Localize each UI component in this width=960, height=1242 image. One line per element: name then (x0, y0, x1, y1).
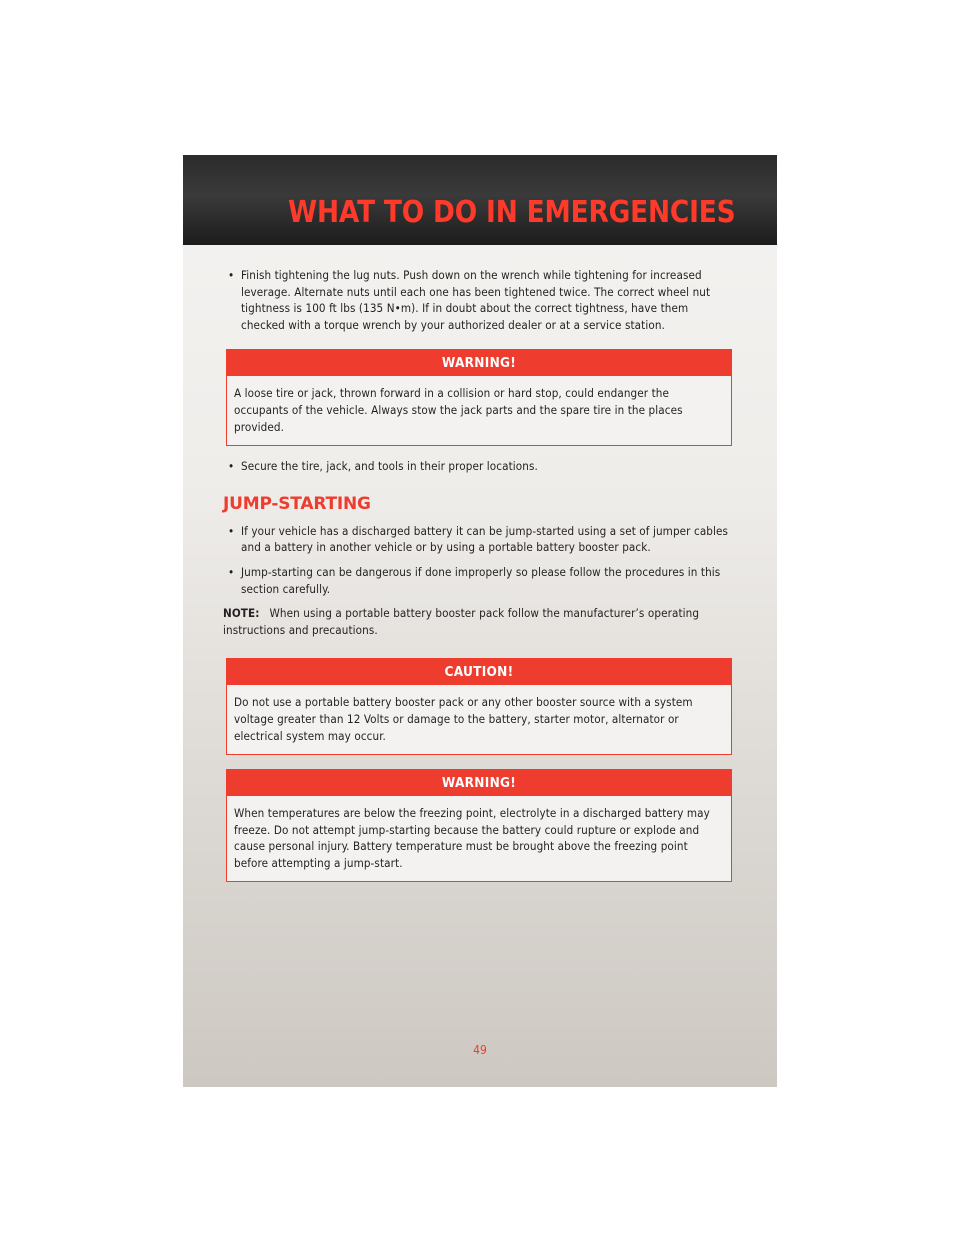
page-content (223, 267, 735, 894)
bullet-text: Finish tightening the lug nuts. Push down on the wrench while tightening for increased leverage. Alternate nuts until each one has been tightened twice. The correct wheel nut tightness is 100 ft lbs (135 N•m). If in doubt about the correct tightness, have them checked with a torque wrench by your authorized dealer or at a service station. (241, 268, 711, 332)
bullet-item (223, 267, 735, 333)
bullet-item (223, 523, 735, 556)
warning-text: When temperatures are below the freezing point, electrolyte in a discharged battery may freeze. Do not attempt jump-starting because the battery could rupture or explode and cause personal injury. Battery temperature must be brought above the freezing point before attempting a jump-start. (234, 806, 710, 870)
header-title: WHAT TO DO IN EMERGENCIES (287, 195, 735, 230)
page-number: 49 (473, 1043, 487, 1057)
warning-box (226, 349, 732, 446)
bullet-dot: • (228, 523, 235, 538)
bullet-dot: • (228, 564, 235, 579)
warning-text: A loose tire or jack, thrown forward in a collision or hard stop, could endanger the occupants of the vehicle. Always stow the jack parts and the spare tire in the places provided. (234, 386, 683, 434)
note-paragraph (223, 605, 735, 638)
bullet-text: Jump-starting can be dangerous if done improperly so please follow the procedures in this section carefully. (241, 564, 721, 596)
caution-title: CAUTION! (227, 659, 731, 685)
caution-text: Do not use a portable battery booster pack or any other booster source with a system voltage greater than 12 Volts or damage to the battery, starter motor, alternator or electrical system may occur. (234, 695, 693, 743)
section-heading-jump-starting: JUMP-STARTING (223, 493, 371, 514)
bullet-dot: • (228, 459, 235, 474)
warning-title: WARNING! (227, 350, 731, 376)
caution-box (226, 658, 732, 755)
warning-title: WARNING! (227, 770, 731, 796)
bullet-item (223, 458, 735, 475)
bullet-dot: • (228, 268, 235, 282)
manual-page (183, 155, 777, 1087)
warning-box (226, 769, 732, 882)
bullet-text: If your vehicle has a discharged battery it can be jump-started using a set of jumper cables and a battery in another vehicle or by using a portable battery booster pack. (241, 523, 729, 555)
bullet-item (223, 564, 735, 597)
note-label: NOTE: (223, 606, 260, 621)
page-header (183, 155, 777, 245)
bullet-text: Secure the tire, jack, and tools in their proper locations. (241, 459, 538, 474)
note-text: When using a portable battery booster pack follow the manufacturer’s operating instructions and precautions. (223, 606, 700, 637)
